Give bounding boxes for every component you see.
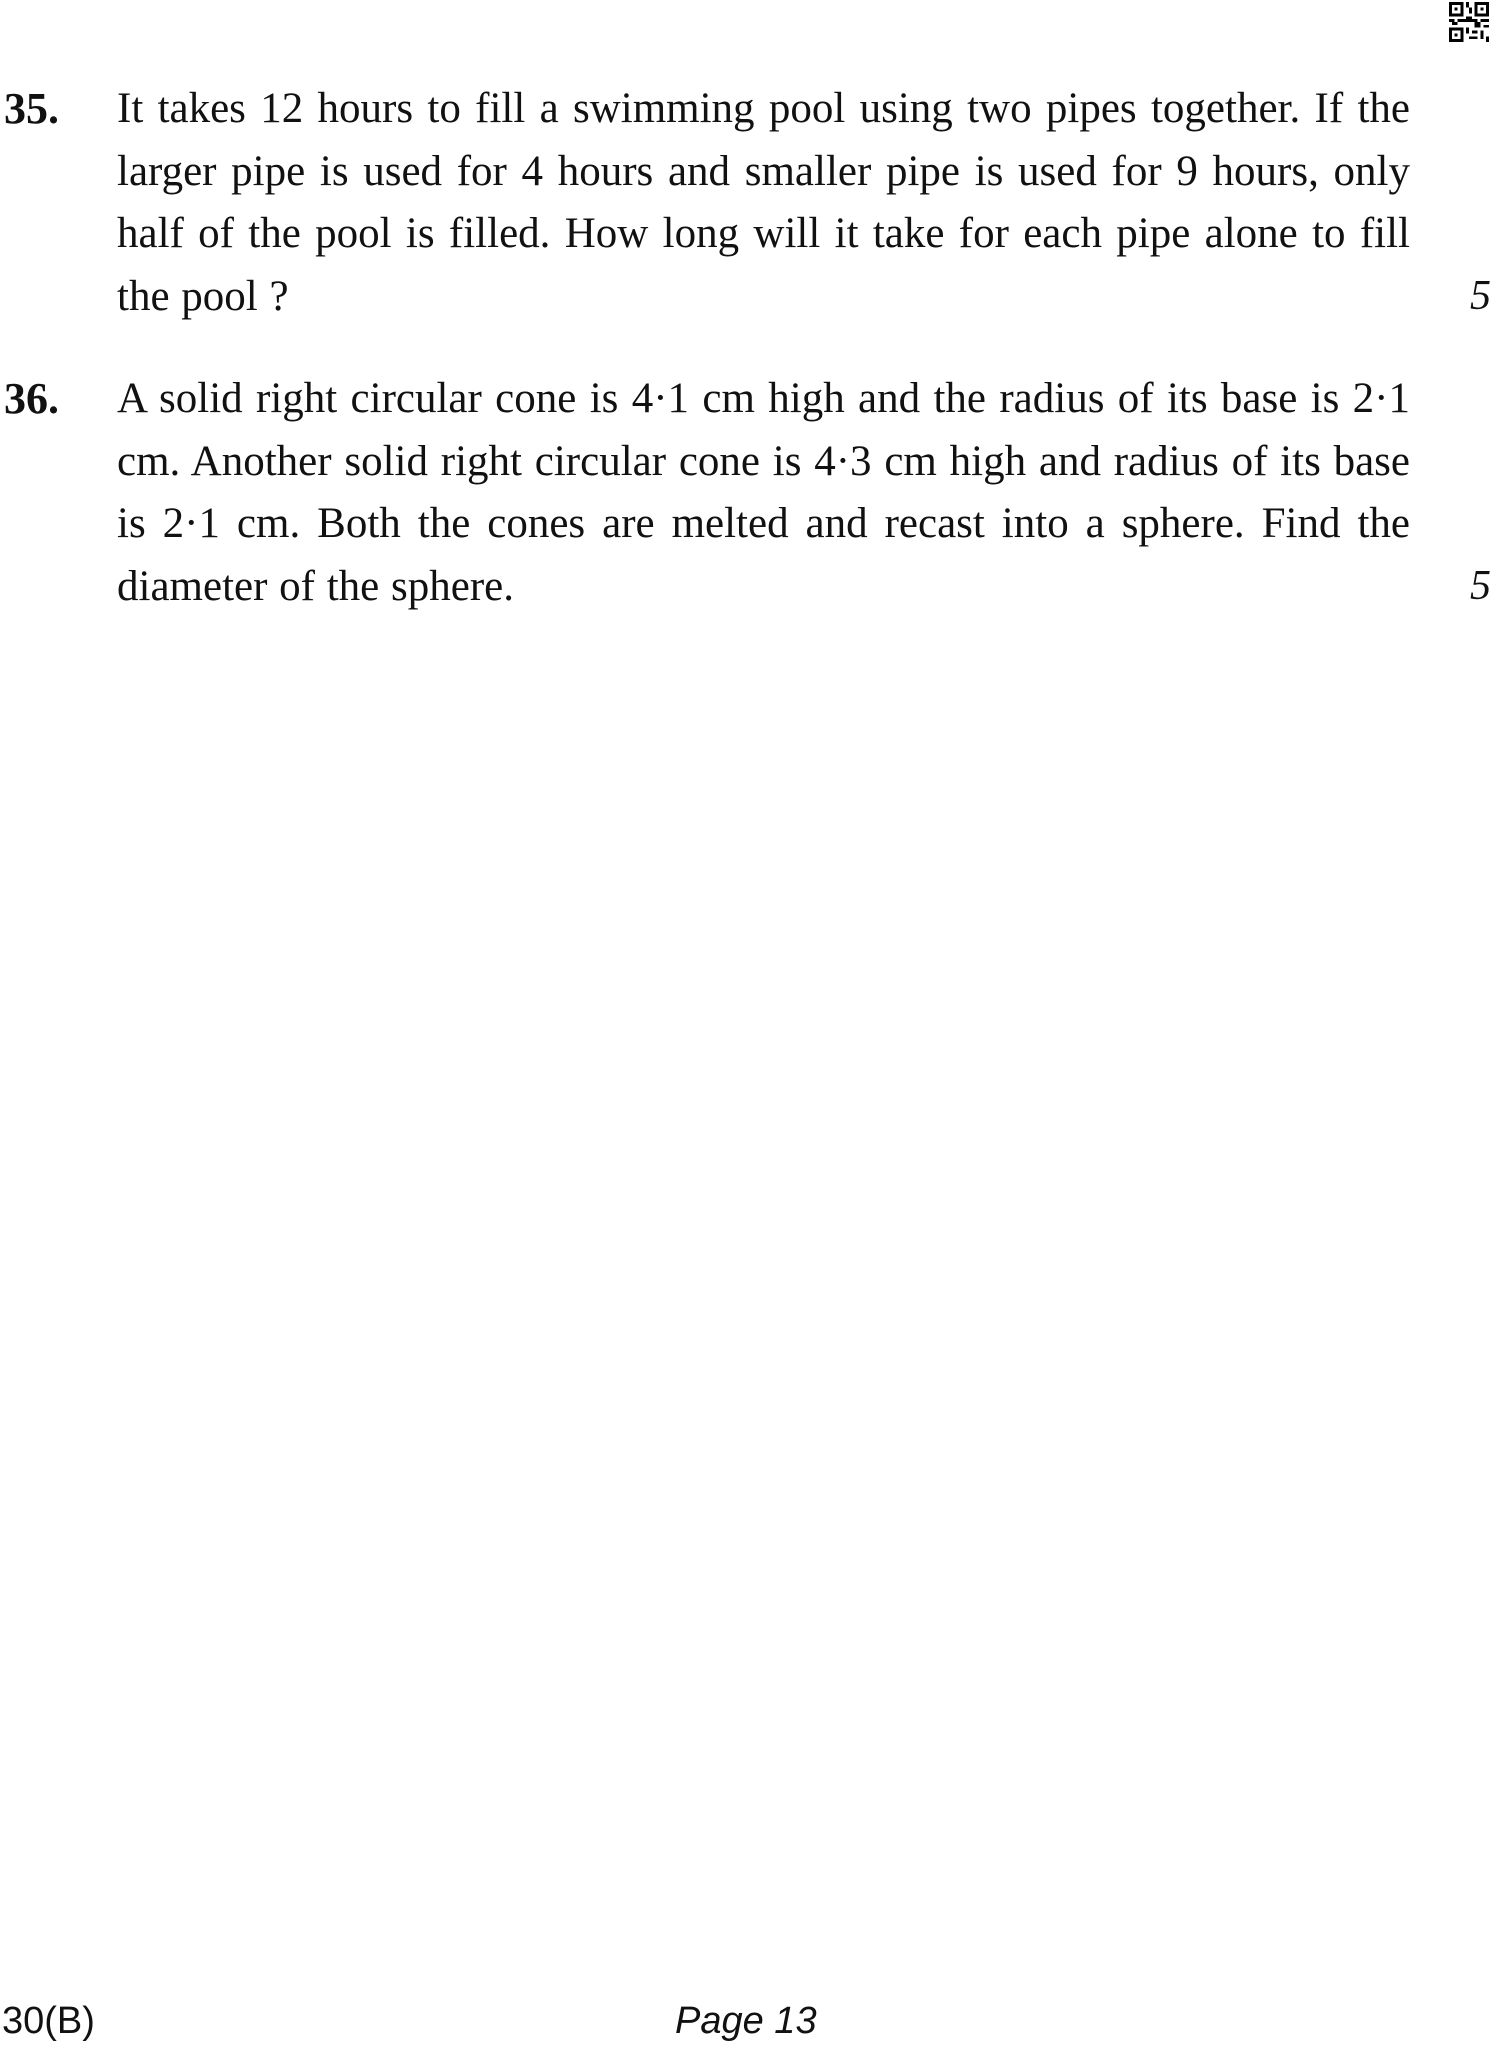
question-marks: 5 bbox=[1470, 563, 1491, 609]
question-number: 35. bbox=[4, 84, 59, 133]
page-number: Page 13 bbox=[675, 2000, 817, 2042]
qr-code-icon bbox=[1448, 2, 1490, 42]
question-text: A solid right circular cone is 4·1 cm high and the radius of its base is 2·1 cm. Another solid right circular cone is 4·3 cm high and radius of its base is 2·1 cm. Both the cones are melted and recast into a sphere. Find the diameter of the sphere. bbox=[117, 375, 1410, 610]
question-number: 36. bbox=[4, 374, 59, 423]
question-marks: 5 bbox=[1470, 273, 1491, 319]
paper-code: 30(B) bbox=[2, 2000, 95, 2042]
question-text: It takes 12 hours to fill a swimming pool using two pipes together. If the larger pipe is used for 4 hours and smaller pipe is used for 9 hours, only half of the pool is filled. How long will it take for each pipe alone to fill the pool ? bbox=[117, 85, 1410, 320]
